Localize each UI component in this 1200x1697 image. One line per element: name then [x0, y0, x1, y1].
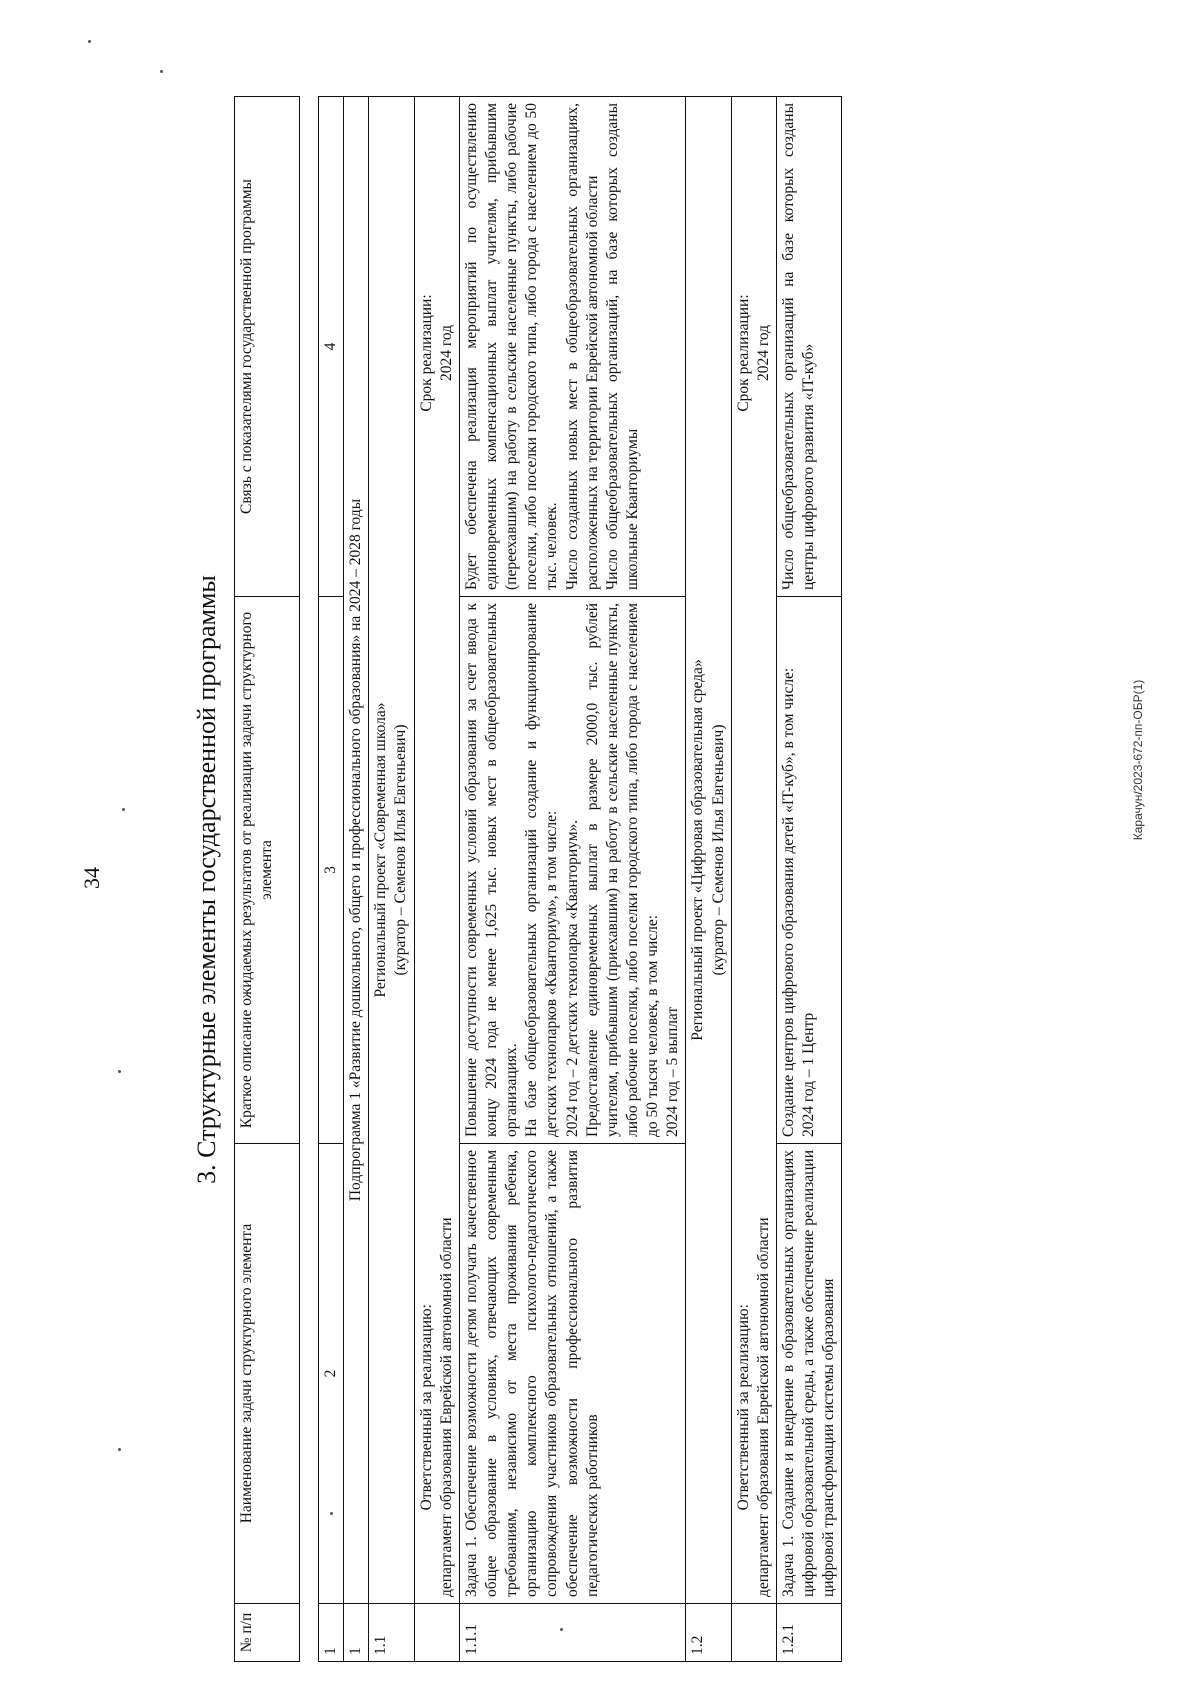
responsible-name: департамент образования Еврейской автономной области — [754, 1217, 772, 1597]
project-number: 1.2 — [686, 1604, 731, 1662]
project-responsible-row — [731, 97, 776, 1604]
result-item: 2024 год – 2 детских технопарка «Кванториум». — [563, 819, 581, 1137]
header-indicators-link: Связь с показателями государственной программы — [235, 97, 300, 597]
project-curator: (куратор – Семенов Илья Евгеньевич) — [392, 724, 410, 976]
index-cell: 3 — [319, 597, 344, 1144]
header-expected-results: Краткое описание ожидаемых результатов от реализации задачи структурного элемента — [235, 597, 300, 1144]
footer-document-code: Карачун/2023-672-пп-ОБР(1) — [1131, 679, 1145, 841]
project-name: Региональный проект «Цифровая образовательная среда» — [689, 659, 707, 1041]
indicator-item: Число созданных новых мест в общеобразовательных организациях, расположенных на территории Еврейской автономной области — [563, 103, 601, 590]
index-cell: 1 — [319, 1604, 344, 1662]
deadline-value: 2024 год — [754, 324, 772, 382]
project-number: 1.1 — [369, 1604, 414, 1662]
result-item: 2024 год – 1 Центр — [800, 1012, 818, 1137]
task-indicators — [459, 97, 686, 597]
header-number: № п/п — [235, 1604, 300, 1662]
responsible-block — [734, 1217, 774, 1597]
scan-speck — [160, 70, 163, 73]
result-item: Создание центров цифрового образования детей «IT-куб», в том числе: — [779, 667, 797, 1137]
section-title: 3. Структурные элементы государственной программы — [192, 575, 221, 1184]
scan-speck — [118, 1070, 121, 1073]
indicator-item: Будет обеспечена реализация мероприятий по осуществлению единовременных компенсационных выплат учителям, прибывшим (переехавшим) на работу в сельские населенные пункты, либо рабочие поселки, либо поселки городского типа, либо города с населением до 50 тыс. человек. — [462, 103, 561, 590]
table-row — [776, 97, 841, 1662]
table-row — [459, 97, 686, 1662]
indicator-item: Число общеобразовательных организаций, на базе которых созданы школьные Кванториумы — [603, 103, 641, 590]
table-header — [234, 96, 300, 1662]
project-curator: (куратор – Семенов Илья Евгеньевич) — [709, 724, 727, 976]
responsible-label: Ответственный за реализацию: — [734, 1304, 752, 1511]
document-sheet — [190, 97, 1060, 1662]
task-indicators — [776, 97, 841, 597]
structural-elements-table — [318, 96, 842, 1662]
responsible-name: департамент образования Еврейской автономной области — [437, 1217, 455, 1597]
index-cell: 4 — [319, 97, 344, 597]
index-cell: 2 — [319, 1144, 344, 1604]
deadline-block — [417, 103, 457, 603]
table-row — [414, 97, 459, 1662]
result-item: На базе общеобразовательных организаций создание и функционирование детских технопарков «Кванториум», в том числе: — [523, 603, 561, 1137]
result-item: 2024 год – 5 выплат — [664, 1006, 682, 1137]
page-number: 34 — [79, 867, 104, 889]
scan-speck — [88, 40, 91, 43]
task-results — [776, 597, 841, 1144]
deadline-block — [734, 103, 774, 603]
header-task-name: Наименование задачи структурного элемента — [235, 1144, 300, 1604]
subprogram-number: 1 — [344, 1604, 369, 1662]
table-row — [344, 97, 369, 1662]
indicator-item: Число общеобразовательных организаций на базе которых созданы центры цифрового развития «IT-куб» — [779, 103, 818, 590]
table-row — [369, 97, 414, 1662]
project-name: Региональный проект «Современная школа» — [372, 702, 390, 998]
task-name: Задача 1. Обеспечение возможности детям получать качественное общее образование в условиях, отвечающих современным требованиям, независимо от места проживания ребенка, организацию комплексного психолого-педагогического сопровождения участников образовательных отношений, а также обеспечение возможности профессионального развития педагогических работников — [459, 1144, 686, 1604]
table-row — [319, 97, 344, 1662]
project-responsible-row — [414, 97, 459, 1604]
scan-speck — [122, 808, 125, 811]
table-row — [731, 97, 776, 1662]
result-item: Предоставление единовременных выплат в размере 2000,0 тыс. рублей учителям, прибывшим (приехавшим) на работу в сельские населенные пункты, либо рабочие поселки, либо поселки городского типа, либо города с населением до 50 тысяч человек, в том числе: — [583, 603, 662, 1137]
deadline-label: Срок реализации: — [417, 294, 435, 412]
scan-speck — [118, 1448, 121, 1451]
task-number: 1.1.1 — [459, 1604, 686, 1662]
task-name: Задача 1. Создание и внедрение в образовательных организациях цифровой образовательной среды, а также обеспечение реализации цифровой трансформации системы образования — [776, 1144, 841, 1604]
project-title — [686, 97, 731, 1604]
table-row — [686, 97, 731, 1662]
responsible-label: Ответственный за реализацию: — [417, 1304, 435, 1511]
responsible-block — [417, 1217, 457, 1597]
result-item: Повышение доступности современных условий образования за счет ввода к концу 2024 года не менее 1,625 тыс. новых мест в общеобразовательных организациях. — [462, 603, 521, 1137]
task-results — [459, 597, 686, 1144]
subprogram-title: Подпрограмма 1 «Развитие дошкольного, общего и профессионального образования» на 2024 – 2028 годы — [344, 97, 369, 1604]
deadline-value: 2024 год — [437, 324, 455, 382]
task-number: 1.2.1 — [776, 1604, 841, 1662]
project-title — [369, 97, 414, 1604]
deadline-label: Срок реализации: — [734, 294, 752, 412]
